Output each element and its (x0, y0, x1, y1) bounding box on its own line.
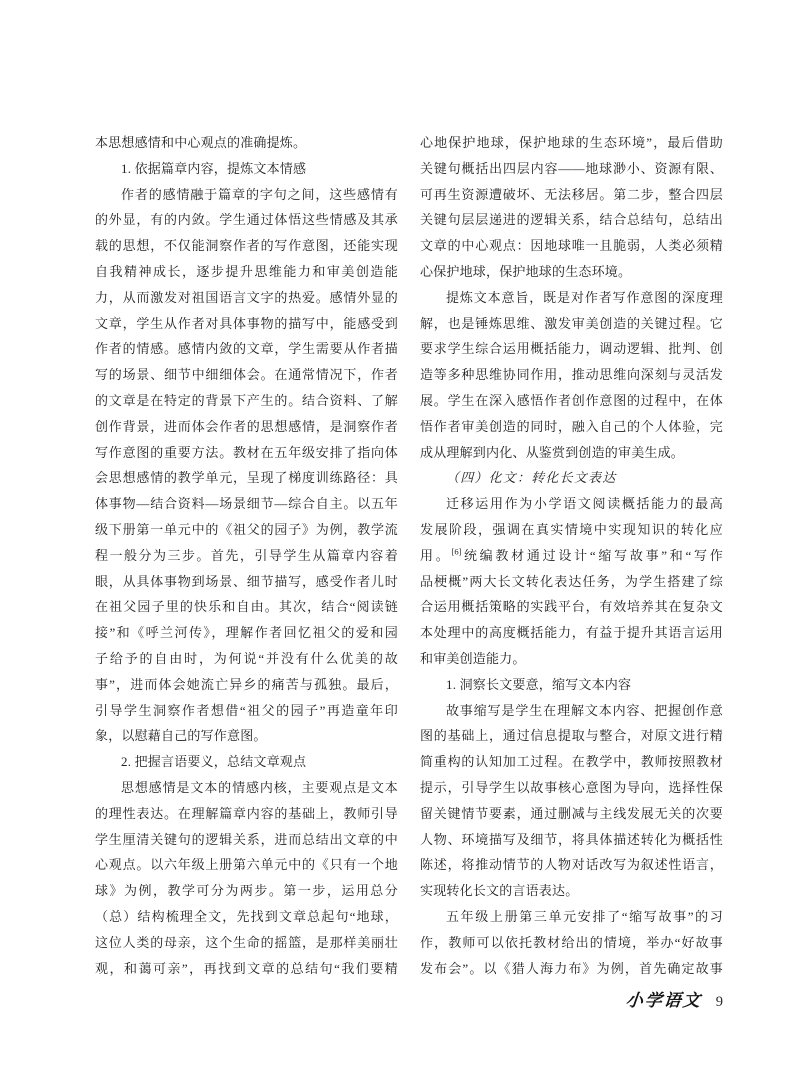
left-column (95, 130, 398, 981)
text-line: 本思想感情和中心观点的准确提炼。 (95, 135, 307, 150)
text-line: 解，也是锤炼思维、激发审美创造的关键过程。它 (420, 315, 723, 331)
text-line: 可再生资源遭破坏、无法移居。第二步，整合四层 (420, 186, 723, 202)
text-line: 心保护地球，保护地球的生态环境。 (420, 263, 632, 279)
journal-logo: 小学语文 (624, 991, 703, 1011)
text-line: 迁移运用作为小学语文阅读概括能力的最高 (446, 496, 723, 512)
text-line: 陈述，将推动情节的人物对话改写为叙述性语言， (420, 857, 723, 873)
text-line: 故事缩写是学生在理解文本内容、把握创作意 (446, 702, 723, 718)
text-line: 2. 把握言语要义，总结文章观点 (121, 754, 307, 770)
text-line: 写的场景、细节中细细体会。在通常情况下，作者 (95, 367, 398, 383)
text-line: 关键句层层递进的逻辑关系，结合总结句，总结出 (420, 212, 723, 228)
text-line: 事”，进而体会她流亡异乡的痛苦与孤独。最后， (95, 676, 398, 692)
text-line: 1. 依据篇章内容，提炼文本情感 (121, 160, 307, 176)
text-line: 球》为例，教学可分为两步。第一步，运用总分 (95, 883, 398, 899)
text-line: 在祖父园子里的快乐和自由。其次，结合“阅读链 (95, 599, 398, 615)
text-line (420, 543, 723, 569)
text-line: 作，教师可以依托教材给出的情境，举办“好故事 (420, 934, 723, 950)
text-line: 作者的情感。感情内敛的文章，学生需要从作者描 (95, 341, 398, 357)
text-line: 观，和蔼可亲”，再找到文章的总结句“我们要精 (95, 960, 398, 976)
text-line: 提示，引导学生以故事核心意图为导向，选择性保 (420, 779, 723, 795)
text-line: 合运用概括策略的实践平台，有效培养其在复杂文 (420, 599, 723, 615)
text-line: 和审美创造能力。 (420, 650, 526, 666)
two-column-text-block (95, 0, 723, 981)
text-segment: 用。 (420, 547, 452, 563)
text-line: 本处理中的高度概括能力，有益于提升其语言运用 (420, 625, 723, 641)
text-line: 五年级上册第三单元安排了“缩写故事”的习 (446, 908, 723, 924)
text-line: 载的思想，不仅能洞察作者的写作意图，还能实现 (95, 238, 398, 254)
text-line: 体事物—结合资料—场景细节—综合自主。以五年 (95, 496, 398, 512)
text-line: 发展阶段，强调在真实情境中实现知识的转化应 (420, 521, 723, 537)
text-line: 自我精神成长，逐步提升思维能力和审美创造能 (95, 263, 398, 279)
text-line: 这位人类的母亲，这个生命的摇篮，是那样美丽壮 (95, 934, 398, 950)
page-footer (95, 986, 723, 1011)
right-column (420, 130, 723, 981)
text-line: 文章，学生从作者对具体事物的描写中，能感受到 (95, 315, 398, 331)
text-line: 实现转化长文的言语表达。 (420, 883, 579, 899)
text-line: 的外显，有的内敛。学生通过体悟这些情感及其承 (95, 212, 398, 228)
text-line: 思想感情是文本的情感内核，主要观点是文本 (121, 779, 398, 795)
text-line: 留关键情节要素，通过删减与主线发展无关的次要 (420, 805, 723, 821)
text-line: 展。学生在深入感悟作者创作意图的过程中，在体 (420, 392, 723, 408)
text-segment: 统编教材通过设计“缩写故事”和“写作 (461, 547, 723, 563)
text-line: 心地保护地球，保护地球的生态环境”，最后借助 (420, 135, 723, 150)
text-line: 会思想感情的教学单元，呈现了梯度训练路径：具 (95, 470, 398, 486)
text-line: （四）化文：转化长文表达 (446, 470, 617, 486)
text-line: 悟作者审美创造的同时，融入自己的个人体验，完 (420, 418, 723, 434)
text-line: 简重构的认知加工过程。在教学中，教师按照教材 (420, 754, 723, 770)
text-line: 力，从而激发对祖国语言文字的热爱。感情外显的 (95, 289, 398, 305)
text-line: 要求学生综合运用概括能力，调动逻辑、批判、创 (420, 341, 723, 357)
text-line: 造等多种思维协同作用，推动思维向深刻与灵活发 (420, 367, 723, 383)
text-line: 关键句概括出四层内容——地球渺小、资源有限、 (420, 160, 723, 176)
text-line: 程一般分为三步。首先，引导学生从篇章内容着 (95, 547, 398, 563)
text-line: 级下册第一单元中的《祖父的园子》为例，教学流 (95, 521, 398, 537)
text-line: 品梗概”两大长文转化表达任务，为学生搭建了综 (420, 573, 723, 589)
text-line: 1. 洞察长文要意，缩写文本内容 (446, 676, 632, 692)
text-line: 学生厘清关键句的逻辑关系，进而总结出文章的中 (95, 831, 398, 847)
text-line: 发布会”。以《猎人海力布》为例，首先确定故事 (420, 960, 723, 976)
text-line: 象，以慰藉自己的写作意图。 (95, 728, 267, 744)
text-line: 提炼文本意旨，既是对作者写作意图的深度理 (446, 289, 723, 305)
footnote-reference: [6] (451, 546, 462, 557)
text-line: 图的基础上，通过信息提取与整合，对原文进行精 (420, 728, 723, 744)
text-line: 的理性表达。在理解篇章内容的基础上，教师引导 (95, 805, 398, 821)
text-line: 创作背景，进而体会作者的思想感情，是洞察作者 (95, 418, 398, 434)
page-number: 9 (715, 994, 723, 1011)
text-line: 人物、环境描写及细节，将具体描述转化为概括性 (420, 831, 723, 847)
text-line: 子给予的自由时，为何说“并没有什么优美的故 (95, 650, 398, 666)
text-line: 引导学生洞察作者想借“祖父的园子”再造童年印 (95, 702, 398, 718)
text-line: 作者的感情融于篇章的字句之间，这些感情有 (121, 186, 398, 202)
text-line: 的文章是在特定的背景下产生的。结合资料、了解 (95, 392, 398, 408)
text-line: 心观点。以六年级上册第六单元中的《只有一个地 (95, 857, 398, 873)
text-line: 接”和《呼兰河传》，理解作者回忆祖父的爱和园 (95, 625, 398, 641)
text-line: 文章的中心观点：因地球唯一且脆弱，人类必须精 (420, 238, 723, 254)
text-line: 眼，从具体事物到场景、细节描写，感受作者儿时 (95, 573, 398, 589)
text-line: 成从理解到内化、从鉴赏到创造的审美生成。 (420, 444, 685, 460)
text-line: 写作意图的重要方法。教材在五年级安排了指向体 (95, 444, 398, 460)
text-line: （总）结构梳理全文，先找到文章总起句“地球， (95, 908, 398, 924)
